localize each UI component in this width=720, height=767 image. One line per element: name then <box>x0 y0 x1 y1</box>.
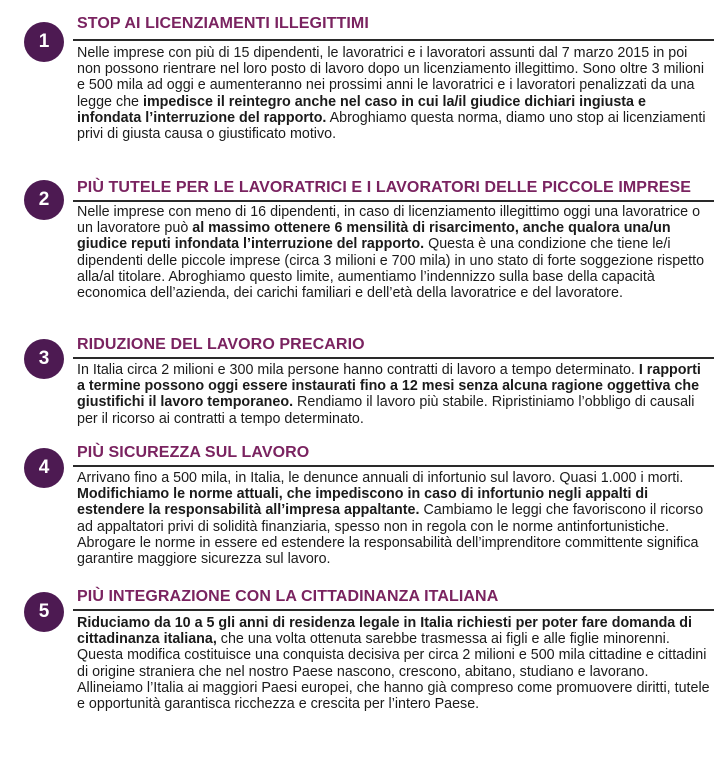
section-number-badge: 1 <box>24 22 64 62</box>
section-title: RIDUZIONE DEL LAVORO PRECARIO <box>77 336 365 353</box>
title-divider <box>73 200 714 202</box>
section-title: PIÙ TUTELE PER LE LAVORATRICI E I LAVORATORI DELLE PICCOLE IMPRESE <box>77 179 692 196</box>
section-number-badge: 5 <box>24 592 64 632</box>
title-divider <box>73 465 714 467</box>
section-title: PIÙ SICUREZZA SUL LAVORO <box>77 444 310 461</box>
title-divider <box>73 39 714 41</box>
section-number-badge: 3 <box>24 339 64 379</box>
title-divider <box>73 609 714 611</box>
section-paragraph: In Italia circa 2 milioni e 300 mila persone hanno contratti di lavoro a tempo determinato. I rapporti a termine possono oggi essere instaurati fino a 12 mesi senza alcuna ragione oggettiva che giustifichi il lavoro temporaneo. Rendiamo il lavoro più stabile. Ripristiniamo l’obbligo di causali per il ricorso ai contratti a tempo determinato. <box>77 362 701 427</box>
section-paragraph: Arrivano fino a 500 mila, in Italia, le denunce annuali di infortunio sul lavoro. Quasi 1.000 i morti. Modifichiamo le norme attuali, che impediscono in caso di infortunio negli appalti di estendere la responsabilità all’impresa appaltante. Cambiamo le leggi che favoriscono il ricorso ad appaltatori privi di solidità finanziaria, spesso non in regola con le norme antinfortunistiche. Abrogare le norme in essere ed estendere la responsabilità dell’imprenditore committente significa garantire maggiore sicurezza sul lavoro. <box>77 470 704 568</box>
section-paragraph: Nelle imprese con più di 15 dipendenti, le lavoratrici e i lavoratori assunti dal 7 marzo 2015 in poi non possono rientrare nel loro posto di lavoro dopo un licenziamento illegittimo. Sono oltre 3 milioni e 500 mila ad oggi e aumenteranno nei prossimi anni le lavoratrici e i lavoratori penalizzati da una legge che impedisce il reintegro anche nel caso in cui la/il giudice dichiari ingiusta e infondata l’interruzione del rapporto. Abroghiamo questa norma, diamo uno stop ai licenziamenti privi di giusta causa o giustificato motivo. <box>77 45 706 143</box>
section-number-badge: 2 <box>24 180 64 220</box>
section-paragraph: Nelle imprese con meno di 16 dipendenti, in caso di licenziamento illegittimo oggi una lavoratrice o un lavoratore può al massimo ottenere 6 mensilità di risarcimento, anche qualora una/un giudice reputi infondata l’interruzione del rapporto. Questa è una condizione che tiene le/i dipendenti delle piccole imprese (circa 3 milioni e 700 mila) in uno stato di forte soggezione rispetto alla/al titolare. Abroghiamo questo limite, aumentiamo l’indennizzo sulla base della capacità economica dell’azienda, dei carichi familiari e dell’età della lavoratrice e del lavoratore. <box>77 204 705 302</box>
section-title: PIÙ INTEGRAZIONE CON LA CITTADINANZA ITALIANA <box>77 588 499 605</box>
section-number-badge: 4 <box>24 448 64 488</box>
section-title: STOP AI LICENZIAMENTI ILLEGITTIMI <box>77 15 369 32</box>
title-divider <box>73 357 714 359</box>
section-paragraph: Riduciamo da 10 a 5 gli anni di residenza legale in Italia richiesti per poter fare domanda di cittadinanza italiana, che una volta ottenuta sarebbe trasmessa ai figli e alle figlie minorenni. Questa modifica costituisce una conquista decisiva per circa 2 milioni e 500 mila cittadine e cittadini di origine straniera che nel nostro Paese nascono, crescono, abitano, studiano e lavorano. Allineiamo l’Italia ai maggiori Paesi europei, che hanno già compreso come promuovere diritti, tutele e opportunità garantisca ricchezza e crescita per l’intero Paese. <box>77 615 710 713</box>
